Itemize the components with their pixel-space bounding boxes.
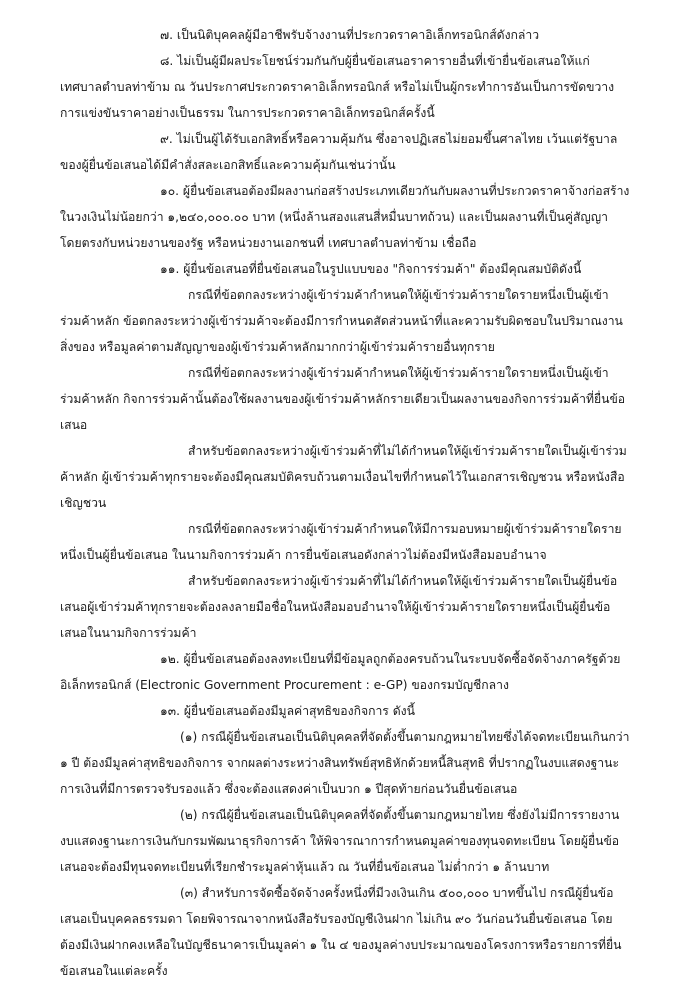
clause-12: ๑๒. ผู้ยื่นข้อเสนอต้องลงทะเบียนที่มีข้อมูลถูกต้องครบถ้วนในระบบจัดซื้อจัดจ้างภาครัฐด้วยอิเล็กทรอนิกส์ (Electronic Government Procurement : e-GP) ของกรมบัญชีกลาง (60, 652, 621, 692)
clause-7: ๗. เป็นนิติบุคคลผู้มีอาชีพรับจ้างงานที่ประกวดราคาอิเล็กทรอนิกส์ดังกล่าว (160, 28, 540, 42)
clause-13-3: (๓) สำหรับการจัดซื้อจัดจ้างครั้งหนึ่งที่มีวงเงินเกิน ๕๐๐,๐๐๐ บาทขึ้นไป กรณีผู้ยื่นข้อเสนอเป็นบุคคลธรรมดา โดยพิจารณาจากหนังสือรับรองบัญชีเงินฝาก ไม่เกิน ๙๐ วันก่อนวันยื่นข้อเสนอ โดยต้องมีเงินฝากคงเหลือในบัญชีธนาคารเป็นมูลค่า ๑ ใน ๔ ของมูลค่างบประมาณของโครงการหรือรายการที่ยื่นข้อเสนอในแต่ละครั้ง (60, 886, 622, 978)
clause-10: ๑๐. ผู้ยื่นข้อเสนอต้องมีผลงานก่อสร้างประเภทเดียวกันกับผลงานที่ประกวดราคาจ้างก่อสร้างในวงเงินไม่น้อยกว่า ๑,๒๔๐,๐๐๐.๐๐ บาท (หนึ่งล้านสองแสนสี่หมื่นบาทถ้วน) และเป็นผลงานที่เป็นคู่สัญญาโดยตรงกับหน่วยงานของรัฐ หรือหน่วยงานเอกชนที่ เทศบาลตำบลท่าข้าม เชื่อถือ (60, 184, 630, 250)
clause-9: ๙. ไม่เป็นผู้ได้รับเอกสิทธิ์หรือความคุ้มกัน ซึ่งอาจปฏิเสธไม่ยอมขึ้นศาลไทย เว้นแต่รัฐบาลของผู้ยื่นข้อเสนอได้มีคำสั่งสละเอกสิทธิ์และความคุ้มกันเช่นว่านั้น (60, 132, 618, 172)
clause-11-no-lead-partner: สำหรับข้อตกลงระหว่างผู้เข้าร่วมค้าที่ไม่ได้กำหนดให้ผู้เข้าร่วมค้ารายใดเป็นผู้เข้าร่วมค้าหลัก ผู้เข้าร่วมค้าทุกรายจะต้องมีคุณสมบัติครบถ้วนตามเงื่อนไขที่กำหนดไว้ในเอกสารเชิญชวน หรือหนังสือเชิญชวน (60, 444, 627, 510)
clause-11-assigned-bidder: กรณีที่ข้อตกลงระหว่างผู้เข้าร่วมค้ากำหนดให้มีการมอบหมายผู้เข้าร่วมค้ารายใดรายหนึ่งเป็นผู้ยื่นข้อเสนอ ในนามกิจการร่วมค้า การยื่นข้อเสนอดังกล่าวไม่ต้องมีหนังสือมอบอำนาจ (60, 522, 622, 562)
clause-8: ๘. ไม่เป็นผู้มีผลประโยชน์ร่วมกันกับผู้ยื่นข้อเสนอราคารายอื่นที่เข้ายื่นข้อเสนอให้แก่เทศบาลตำบลท่าข้าม ณ วันประกาศประกวดราคาอิเล็กทรอนิกส์ หรือไม่เป็นผู้กระทำการอันเป็นการขัดขวางการแข่งขันราคาอย่างเป็นธรรม ในการประกวดราคาอิเล็กทรอนิกส์ครั้งนี้ (60, 54, 615, 120)
clause-13-1: (๑) กรณีผู้ยื่นข้อเสนอเป็นนิติบุคคลที่จัดตั้งขึ้นตามกฎหมายไทยซึ่งได้จดทะเบียนเกินกว่า ๑ ปี ต้องมีมูลค่าสุทธิของกิจการ จากผลต่างระหว่างสินทรัพย์สุทธิหักด้วยหนี้สินสุทธิ ที่ปรากฏในงบแสดงฐานะการเงินที่มีการตรวจรับรองแล้ว ซึ่งจะต้องแสดงค่าเป็นบวก ๑ ปีสุดท้ายก่อนวันยื่นข้อเสนอ (60, 730, 630, 796)
clause-11-lead-partner: กรณีที่ข้อตกลงระหว่างผู้เข้าร่วมค้ากำหนดให้ผู้เข้าร่วมค้ารายใดรายหนึ่งเป็นผู้เข้าร่วมค้าหลัก ข้อตกลงระหว่างผู้เข้าร่วมค้าจะต้องมีการกำหนดสัดส่วนหน้าที่และความรับผิดชอบในปริมาณงาน สิ่งของ หรือมูลค่าตามสัญญาของผู้เข้าร่วมค้าหลักมากกว่าผู้เข้าร่วมค้ารายอื่นทุกราย (60, 288, 623, 354)
clause-13: ๑๓. ผู้ยื่นข้อเสนอต้องมีมูลค่าสุทธิของกิจการ ดังนี้ (160, 704, 415, 718)
clause-11-power-of-attorney: สำหรับข้อตกลงระหว่างผู้เข้าร่วมค้าที่ไม่ได้กำหนดให้ผู้เข้าร่วมค้ารายใดเป็นผู้ยื่นข้อเสนอผู้เข้าร่วมค้าทุกรายจะต้องลงลายมือชื่อในหนังสือมอบอำนาจให้ผู้เข้าร่วมค้ารายใดรายหนึ่งเป็นผู้ยื่นข้อเสนอในนามกิจการร่วมค้า (60, 574, 618, 640)
clause-11-lead-partner-work: กรณีที่ข้อตกลงระหว่างผู้เข้าร่วมค้ากำหนดให้ผู้เข้าร่วมค้ารายใดรายหนึ่งเป็นผู้เข้าร่วมค้าหลัก กิจการร่วมค้านั้นต้องใช้ผลงานของผู้เข้าร่วมค้าหลักรายเดียวเป็นผลงานของกิจการร่วมค้าที่ยื่นข้อเสนอ (60, 366, 626, 432)
clause-11: ๑๑. ผู้ยื่นข้อเสนอที่ยื่นข้อเสนอในรูปแบบของ "กิจการร่วมค้า" ต้องมีคุณสมบัติดังนี้ (160, 262, 582, 276)
clause-13-2: (๒) กรณีผู้ยื่นข้อเสนอเป็นนิติบุคคลที่จัดตั้งขึ้นตามกฎหมายไทย ซึ่งยังไม่มีการรายงานงบแสดงฐานะการเงินกับกรมพัฒนาธุรกิจการค้า ให้พิจารณาการกำหนดมูลค่าของทุนจดทะเบียน โดยผู้ยื่นข้อเสนอจะต้องมีทุนจดทะเบียนที่เรียกชำระมูลค่าหุ้นแล้ว ณ วันที่ยื่นข้อเสนอ ไม่ต่ำกว่า ๑ ล้านบาท (60, 808, 620, 874)
